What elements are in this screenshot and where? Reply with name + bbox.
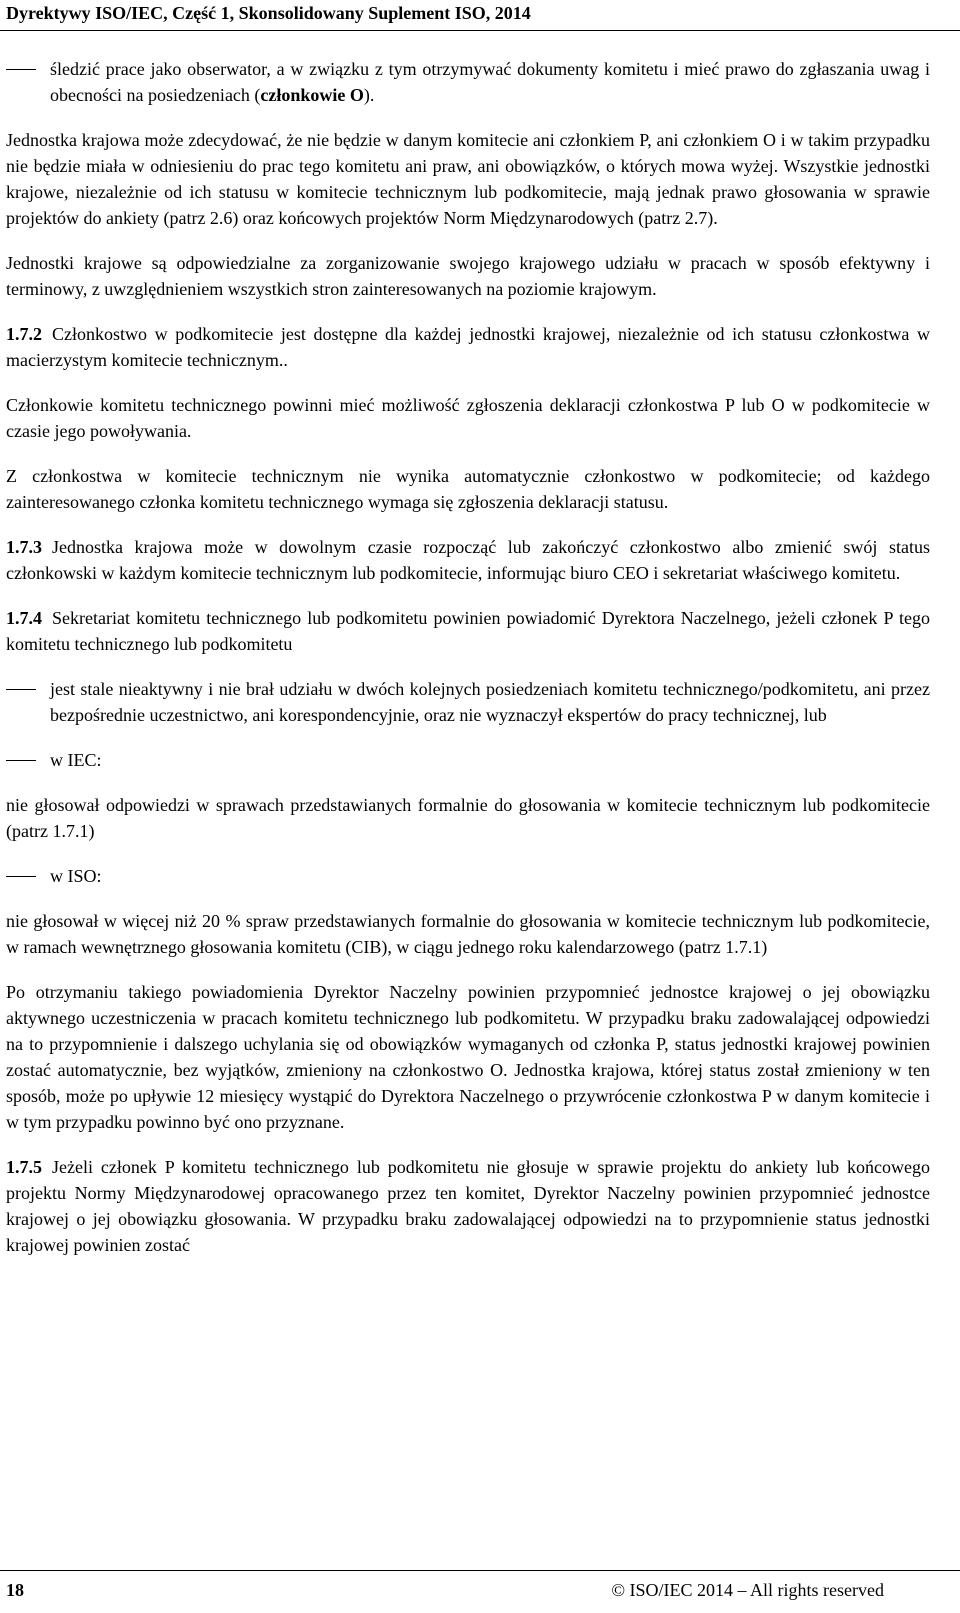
dash-bullet-icon <box>6 876 36 877</box>
clause-1-7-2: 1.7.2 Członkostwo w podkomitecie jest dostępne dla każdej jednostki krajowej, niezależnie od ich statusu członkostwa w macierzystym komitecie technicznym.. <box>6 324 930 370</box>
list-item-subtext: nie głosował w więcej niż 20 % spraw przedstawianych formalnie do głosowania w komitecie technicznym lub podkomitecie, w ramach wewnętrznego głosowania komitetu (CIB), w ciągu jednego roku kalendarzowego (patrz 1.7.1) <box>6 911 930 957</box>
dash-bullet-icon <box>6 760 36 761</box>
list-item-subtext: nie głosował odpowiedzi w sprawach przedstawianych formalnie do głosowania w komitecie technicznym lub podkomitecie (patrz 1.7.1) <box>6 795 930 841</box>
list-item: w IEC: <box>6 747 930 773</box>
paragraph-observer: śledzić prace jako obserwator, a w związku z tym otrzymywać dokumenty komitetu i mieć prawo do zgłaszania uwag i obecności na posiedzeniach (członkowie O). <box>50 59 930 105</box>
clause-number: 1.7.4 <box>6 608 42 628</box>
list-item: w ISO: <box>6 863 930 889</box>
paragraph-declaration: Członkowie komitetu technicznego powinni mieć możliwość zgłoszenia deklaracji członkostwa P lub O w podkomitecie w czasie jego powoływania. <box>6 395 930 441</box>
clause-1-7-5: 1.7.5 Jeżeli członek P komitetu technicznego lub podkomitetu nie głosuje w sprawie projektu do ankiety lub końcowego projektu Normy Międzynarodowej opracowanego przez ten komitet, Dyrektor Naczelny powinien przypomnieć jednostce krajowej o jej obowiązku głosowania. W przypadku braku zadowalającej odpowiedzi na to przypomnienie status jednostki krajowej powinien zostać <box>6 1157 930 1255</box>
list-item <box>6 56 930 108</box>
clause-number: 1.7.5 <box>6 1157 42 1177</box>
paragraph-no-membership: Jednostka krajowa może zdecydować, że nie będzie w danym komitecie ani członkiem P, ani członkiem O i w takim przypadku nie będzie miała w odniesieniu do prac tego komitetu ani praw, ani obowiązków, o których mowa wyżej. Wszystkie jednostki krajowe, niezależnie od ich statusu w komitecie technicznym lub podkomitecie, mają jednak prawo głosowania w sprawie projektów do ankiety (patrz 2.6) oraz końcowych projektów Norm Międzynarodowych (patrz 2.7). <box>6 130 930 228</box>
clause-1-7-3: 1.7.3 Jednostka krajowa może w dowolnym czasie rozpocząć lub zakończyć członkostwo albo zmienić swój status członkowski w każdym komitecie technicznym lub podkomitecie, informując biuro CEO i sekretariat właściwego komitetu. <box>6 537 930 583</box>
page-number: 18 <box>6 1580 24 1600</box>
paragraph-no-automatic: Z członkostwa w komitecie technicznym nie wynika automatycznie członkostwo w podkomitecie; od każdego zainteresowanego członka komitetu technicznego wymaga się zgłoszenia deklaracji statusu. <box>6 466 930 512</box>
copyright-notice: © ISO/IEC 2014 – All rights reserved <box>611 1580 884 1600</box>
paragraph-responsibility: Jednostki krajowe są odpowiedzialne za zorganizowanie swojego krajowego udziału w pracach w sposób efektywny i terminowy, z uwzględnieniem wszystkich stron zainteresowanych na poziomie krajowym. <box>6 253 930 299</box>
clause-1-7-4: 1.7.4 Sekretariat komitetu technicznego lub podkomitetu powinien powiadomić Dyrektora Naczelnego, jeżeli członek P tego komitetu technicznego lub podkomitetu <box>6 608 930 654</box>
list-item: jest stale nieaktywny i nie brał udziału w dwóch kolejnych posiedzeniach komitetu technicznego/podkomitetu, ani przez bezpośrednie uczestnictwo, ani korespondencyjnie, oraz nie wyznaczył ekspertów do pracy technicznej, lub <box>6 676 930 728</box>
footer-rule <box>0 1570 960 1571</box>
paragraph-notification: Po otrzymaniu takiego powiadomienia Dyrektor Naczelny powinien przypomnieć jednostce krajowej o jej obowiązku aktywnego uczestniczenia w pracach komitetu technicznego lub podkomitetu. W przypadku braku zadowalającej odpowiedzi na to przypomnienie i dalszego uchylania się od obowiązków wymaganych od członka P, status jednostki krajowej powinien zostać automatycznie, bez wyjątków, zmieniony na członkostwo O. Jednostka krajowa, której status został zmieniony w ten sposób, może po upływie 12 miesięcy wystąpić do Dyrektora Naczelnego o przywrócenie członkostwa P w danym komitecie i w tym przypadku powinno być ono przyznane. <box>6 982 930 1132</box>
dash-bullet-icon <box>6 69 36 70</box>
header-rule <box>0 30 960 31</box>
document-body <box>6 56 930 1277</box>
dash-bullet-icon <box>6 689 36 690</box>
clause-number: 1.7.3 <box>6 537 42 557</box>
term-o-members: członkowie O <box>260 85 364 105</box>
running-header: Dyrektywy ISO/IEC, Część 1, Skonsolidowany Suplement ISO, 2014 <box>6 3 531 23</box>
clause-number: 1.7.2 <box>6 324 42 344</box>
